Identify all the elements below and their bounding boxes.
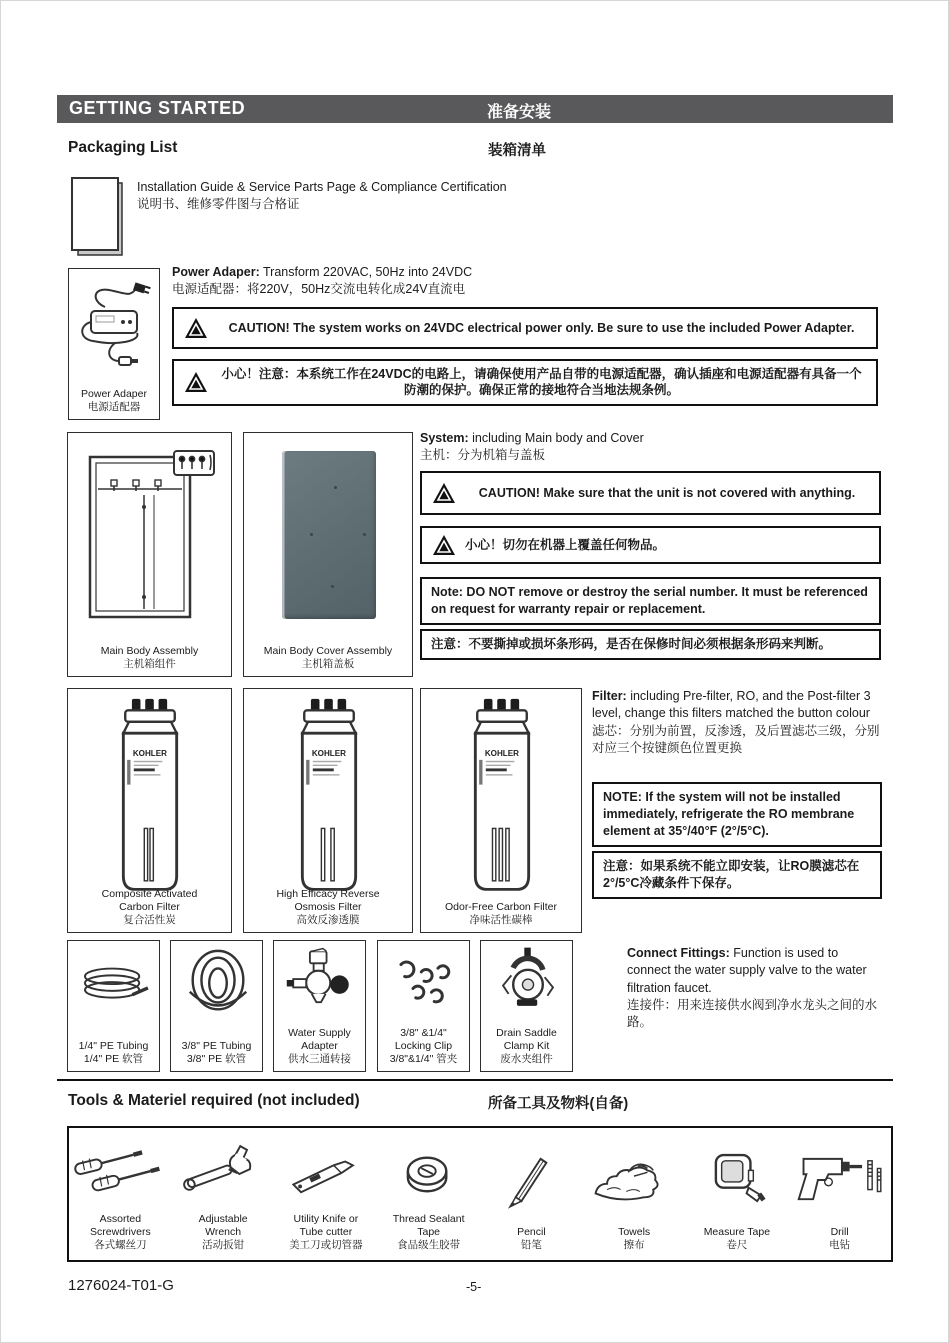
power-adapter-caption-en: Power Adaper <box>81 387 147 400</box>
adjustable-wrench-icon <box>175 1142 271 1204</box>
guide-item-line-en: Installation Guide & Service Parts Page & Compliance Certification <box>137 180 507 194</box>
packaging-list-heading-zh: 装箱清单 <box>488 143 546 159</box>
carbon-filter-caption-zh: 复合活性炭 <box>123 913 176 926</box>
tools-heading-zh: 所备工具及物料(自备) <box>488 1096 629 1112</box>
section-title-zh: 准备安装 <box>487 104 552 121</box>
tool-label-zh: 电钻 <box>829 1238 851 1251</box>
filter-desc-zh: 滤芯：分别为前置，反渗透，及后置滤芯三级，分别对应三个按键颜色位置更换 <box>592 723 880 755</box>
power-desc-en-bold: Power Adaper: <box>172 265 260 279</box>
connect-fittings-desc-en <box>627 945 883 997</box>
drain-saddle-clamp-caption <box>483 1027 570 1066</box>
filter-brand-label: KOHLER <box>132 749 167 759</box>
system-desc-zh: 主机：分为机箱与盖板 <box>420 448 546 463</box>
tool-label-en: Measure Tape <box>703 1225 771 1238</box>
carbon-filter-itembox <box>67 688 232 933</box>
packaging-list-heading-en: Packaging List <box>68 139 178 156</box>
drain-saddle-clamp-caption-zh: 废水夹组件 <box>500 1052 553 1065</box>
pe-tubing-threeeighth-itembox <box>170 940 263 1072</box>
ro-filter-caption-en: High Efficacy Reverse Osmosis Filter <box>276 887 380 913</box>
caution-triangle-icon <box>184 317 208 339</box>
main-body-assembly-itembox <box>67 432 232 677</box>
locking-clip-caption-zh: 3/8"&1/4" 管夹 <box>389 1052 458 1065</box>
installation-guide-book-icon <box>68 176 126 258</box>
tool-label-en: Drill <box>830 1225 849 1238</box>
main-body-assembly-caption <box>70 645 229 671</box>
odor-free-filter-illustration <box>454 697 550 897</box>
pe-tubing-quarter-itembox <box>67 940 160 1072</box>
thread-sealant-tape-icon <box>381 1142 477 1204</box>
filter-description <box>592 688 884 757</box>
page-number: -5- <box>466 1280 482 1294</box>
locking-clip-itembox <box>377 940 470 1072</box>
pe-tubing-quarter-caption <box>70 1040 157 1066</box>
ro-filter-caption-zh: 高效反渗透膜 <box>296 913 360 926</box>
tool-screwdrivers <box>69 1128 172 1260</box>
power-caution-text-zh: 小心！注意：本系统工作在24VDC的电路上，请确保使用产品自带的电源适配器，确认插座和电源适配器有具备一个防潮的保护。确保正常的接地符合当地法规条例。 <box>221 367 862 398</box>
system-caution-text-zh: 小心！切勿在机器上覆盖任何物品。 <box>465 537 666 552</box>
main-body-cover-caption-zh: 主机箱盖板 <box>301 657 355 670</box>
tool-label-en: Assorted Screwdrivers <box>90 1212 151 1238</box>
pe-tubing-quarter-caption-zh: 1/4" PE 软管 <box>83 1052 144 1065</box>
pencil-icon <box>483 1149 579 1211</box>
caution-triangle-icon <box>184 371 208 393</box>
connect-fittings-desc-zh: 连接件：用来连接供水阀到净水龙头之间的水路。 <box>627 997 878 1029</box>
system-caution-text-en: CAUTION! Make sure that the unit is not covered with anything. <box>478 485 856 500</box>
filter-desc-en <box>592 688 884 723</box>
tool-measure-tape <box>686 1128 789 1260</box>
system-desc-en <box>420 430 880 447</box>
power-caution-box-zh <box>172 359 878 406</box>
filter-brand-label: KOHLER <box>311 749 346 759</box>
main-body-assembly-caption-en: Main Body Assembly <box>100 644 199 657</box>
tool-utility-knife <box>275 1128 378 1260</box>
main-body-cover-illustration <box>282 451 376 619</box>
tool-thread-tape <box>377 1128 480 1260</box>
ro-storage-note-box-zh <box>592 851 882 899</box>
locking-clip-caption-en: 3/8" &1/4" Locking Clip <box>394 1026 453 1052</box>
tool-label-en: Towels <box>618 1225 651 1238</box>
power-caution-text-en: CAUTION! The system works on 24VDC electrical power only. Be sure to use the included Power Adapter. <box>228 320 855 335</box>
system-description <box>420 430 880 465</box>
guide-item-text <box>137 179 657 214</box>
composite-carbon-filter-illustration <box>102 697 198 897</box>
reverse-osmosis-filter-illustration <box>281 697 377 897</box>
odor-free-filter-caption <box>423 901 579 927</box>
system-desc-en-rest: including Main body and Cover <box>468 431 644 445</box>
tool-label-en: Utility Knife or Tube cutter <box>293 1212 359 1238</box>
power-adapter-caption-zh: 电源适配器 <box>87 400 141 413</box>
guide-item-line-zh: 说明书、维修零件图与合格证 <box>137 197 300 212</box>
tool-towels <box>583 1128 686 1260</box>
odor-free-filter-caption-zh: 净味活性碳棒 <box>469 913 533 926</box>
tool-drill <box>788 1128 891 1260</box>
power-adapter-itembox <box>68 268 160 420</box>
water-supply-adapter-caption <box>276 1027 363 1066</box>
tools-box <box>67 1126 893 1262</box>
pe-tubing-threeeighth-icon <box>179 947 257 1021</box>
tool-wrench <box>172 1128 275 1260</box>
tool-pencil <box>480 1128 583 1260</box>
tool-label-zh: 擦布 <box>623 1238 645 1251</box>
ro-filter-caption <box>246 888 410 927</box>
pe-tubing-threeeighth-caption-en: 3/8" PE Tubing <box>181 1039 252 1052</box>
tool-label-zh: 卷尺 <box>726 1238 748 1251</box>
connect-fittings-desc-en-bold: Connect Fittings: <box>627 946 730 960</box>
system-desc-en-bold: System: <box>420 431 469 445</box>
odor-free-filter-itembox <box>420 688 582 933</box>
tools-heading-en: Tools & Materiel required (not included) <box>68 1092 360 1109</box>
main-body-assembly-caption-zh: 主机箱组件 <box>123 657 176 670</box>
connect-fittings-description <box>627 945 883 1031</box>
drill-icon <box>792 1149 888 1211</box>
serial-note-box-en <box>420 577 881 625</box>
tool-label-en: Pencil <box>517 1225 546 1238</box>
main-body-cover-caption-en: Main Body Cover Assembly <box>263 644 393 657</box>
pe-tubing-threeeighth-caption <box>173 1040 260 1066</box>
main-body-cover-itembox <box>243 432 413 677</box>
tool-label-en: Adjustable Wrench <box>198 1212 248 1238</box>
tool-label-en: Thread Sealant Tape <box>392 1212 465 1238</box>
serial-note-text-zh: 注意：不要撕掉或损坏条形码，是否在保修时间必须根据条形码来判断。 <box>431 637 832 651</box>
carbon-filter-caption-en: Composite Activated Carbon Filter <box>101 887 198 913</box>
tool-label-zh: 各式螺丝刀 <box>94 1238 147 1251</box>
water-supply-adapter-icon <box>284 947 358 1013</box>
drain-saddle-clamp-caption-en: Drain Saddle Clamp Kit <box>496 1026 557 1052</box>
connect-fittings-desc-en-rest: Function is used to connect the water supply valve to the water filtration faucet. <box>627 946 867 995</box>
pe-tubing-quarter-caption-en: 1/4" PE Tubing <box>78 1039 149 1052</box>
water-supply-adapter-caption-zh: 供水三通转接 <box>288 1052 351 1065</box>
utility-knife-icon <box>278 1142 374 1204</box>
power-desc-zh: 电源适配器：将220V，50Hz交流电转化成24V直流电 <box>172 282 466 297</box>
locking-clip-caption <box>380 1027 467 1066</box>
pe-tubing-threeeighth-caption-zh: 3/8" PE 软管 <box>186 1052 247 1065</box>
serial-note-box-zh <box>420 629 881 660</box>
power-desc-en-rest: Transform 220VAC, 50Hz into 24VDC <box>259 265 473 279</box>
section-title-en: GETTING STARTED <box>69 98 246 118</box>
pe-tubing-quarter-icon <box>76 955 154 1017</box>
screwdrivers-icon <box>72 1142 168 1204</box>
power-caution-box-en <box>172 307 878 349</box>
ro-storage-note-text-en: NOTE: If the system will not be installed immediately, refrigerate the RO membrane element at 35°/40°F (2°/5°C). <box>603 790 855 838</box>
towels-icon <box>586 1149 682 1211</box>
section-header-bar <box>57 95 893 123</box>
tool-label-zh: 食品级生胶带 <box>397 1238 461 1251</box>
carbon-filter-caption <box>70 888 229 927</box>
ro-storage-note-box-en <box>592 782 882 847</box>
power-adapter-illustration <box>77 277 153 373</box>
filter-brand-label: KOHLER <box>484 749 519 759</box>
tool-label-zh: 活动扳钳 <box>202 1238 245 1251</box>
main-body-cover-caption <box>246 645 410 671</box>
drain-saddle-clamp-icon <box>491 945 565 1015</box>
system-caution-box-zh <box>420 526 881 564</box>
odor-free-filter-caption-en: Odor-Free Carbon Filter <box>444 900 558 913</box>
main-body-assembly-illustration <box>82 445 218 625</box>
drain-saddle-clamp-itembox <box>480 940 573 1072</box>
measure-tape-icon <box>689 1149 785 1211</box>
tool-label-zh: 铅笔 <box>520 1238 542 1251</box>
serial-note-text-en: Note: DO NOT remove or destroy the serial number. It must be referenced on request for warranty repair or replacement. <box>431 585 868 616</box>
power-desc-en <box>172 264 872 281</box>
filter-desc-en-rest: including Pre-filter, RO, and the Post-filter 3 level, change this filters matched the button colour <box>592 689 871 721</box>
power-adapter-description <box>172 264 872 299</box>
ro-storage-note-text-zh: 注意：如果系统不能立即安装，让RO膜滤芯在2°/5°C冷藏条件下保存。 <box>603 859 860 890</box>
power-adapter-caption <box>71 388 157 414</box>
section-divider <box>57 1079 893 1081</box>
filter-desc-en-bold: Filter: <box>592 689 627 703</box>
locking-clip-icon <box>388 953 462 1013</box>
water-supply-adapter-caption-en: Water Supply Adapter <box>288 1026 351 1052</box>
water-supply-adapter-itembox <box>273 940 366 1072</box>
ro-filter-itembox <box>243 688 413 933</box>
document-number: 1276024-T01-G <box>68 1277 174 1294</box>
tool-label-zh: 美工刀或切管器 <box>289 1238 363 1251</box>
caution-triangle-icon <box>432 482 456 504</box>
caution-triangle-icon <box>432 534 456 556</box>
system-caution-box-en <box>420 471 881 515</box>
